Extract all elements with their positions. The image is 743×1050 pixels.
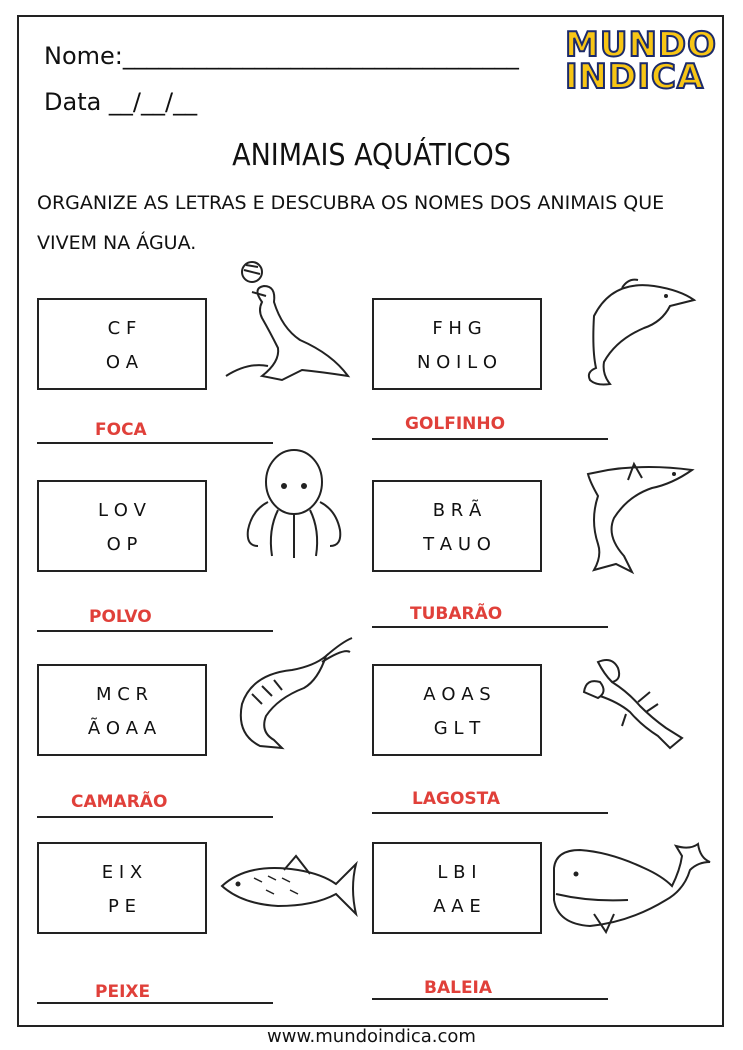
- answer-label-8: BALEIA: [424, 978, 493, 998]
- letters-row2: G L T: [433, 718, 481, 739]
- brand-logo: [565, 26, 725, 96]
- letter-box-7: [37, 842, 207, 934]
- letters-row2: T A U O: [423, 534, 491, 555]
- letter-box-6: [372, 664, 542, 756]
- page-title: ANIMAIS AQUÁTICOS: [232, 138, 511, 173]
- letters-row1: F H G: [432, 318, 482, 339]
- answer-line-1[interactable]: [37, 442, 273, 444]
- letters-row1: L O V: [98, 500, 146, 521]
- letter-box-5: [37, 664, 207, 756]
- letter-box-3: [37, 480, 207, 572]
- answer-label-5: CAMARÃO: [71, 792, 168, 812]
- letters-row1: L B I: [437, 862, 477, 883]
- letters-row2: P E: [108, 896, 136, 917]
- name-field[interactable]: Nome:_________________________________: [44, 42, 519, 70]
- answer-label-4: TUBARÃO: [410, 604, 503, 624]
- date-field[interactable]: Data __/__/__: [44, 88, 198, 116]
- letters-row1: B R Ã: [432, 500, 482, 521]
- answer-label-2: GOLFINHO: [405, 414, 506, 434]
- answer-label-7: PEIXE: [95, 982, 151, 1002]
- fish-icon: [218, 852, 360, 920]
- shark-icon: [568, 460, 696, 578]
- letter-box-8: [372, 842, 542, 934]
- logo-line1: MUNDO: [565, 25, 718, 65]
- answer-label-1: FOCA: [95, 420, 147, 440]
- letter-box-1: [37, 298, 207, 390]
- letter-box-2: [372, 298, 542, 390]
- letters-row1: C F: [107, 318, 137, 339]
- answer-line-4[interactable]: [372, 626, 608, 628]
- logo-line2: INDICA: [565, 57, 705, 97]
- seal-icon: [222, 258, 352, 388]
- letters-row2: O P: [106, 534, 138, 555]
- footer-url[interactable]: www.mundoindica.com: [267, 1026, 476, 1047]
- whale-icon: [550, 840, 712, 936]
- answer-label-6: LAGOSTA: [412, 789, 501, 809]
- shrimp-icon: [222, 634, 354, 752]
- letters-row2: A A E: [433, 896, 481, 917]
- letters-row1: M C R: [95, 684, 149, 705]
- letters-row1: A O A S: [423, 684, 491, 705]
- letters-row2: N O I L O: [416, 352, 498, 373]
- answer-line-8[interactable]: [372, 998, 608, 1000]
- answer-line-2[interactable]: [372, 438, 608, 440]
- letters-row2: Ã O A A: [87, 718, 157, 739]
- letters-row2: O A: [105, 352, 139, 373]
- letters-row1: E I X: [101, 862, 143, 883]
- answer-line-3[interactable]: [37, 630, 273, 632]
- letter-box-4: [372, 480, 542, 572]
- answer-line-7[interactable]: [37, 1002, 273, 1004]
- answer-line-5[interactable]: [37, 816, 273, 818]
- answer-label-3: POLVO: [89, 607, 152, 627]
- octopus-icon: [238, 446, 350, 566]
- dolphin-icon: [582, 276, 702, 391]
- answer-line-6[interactable]: [372, 812, 608, 814]
- instructions: ORGANIZE AS LETRAS E DESCUBRA OS NOMES DOS ANIMAIS QUE VIVEM NA ÁGUA.: [37, 192, 665, 254]
- lobster-icon: [578, 652, 690, 752]
